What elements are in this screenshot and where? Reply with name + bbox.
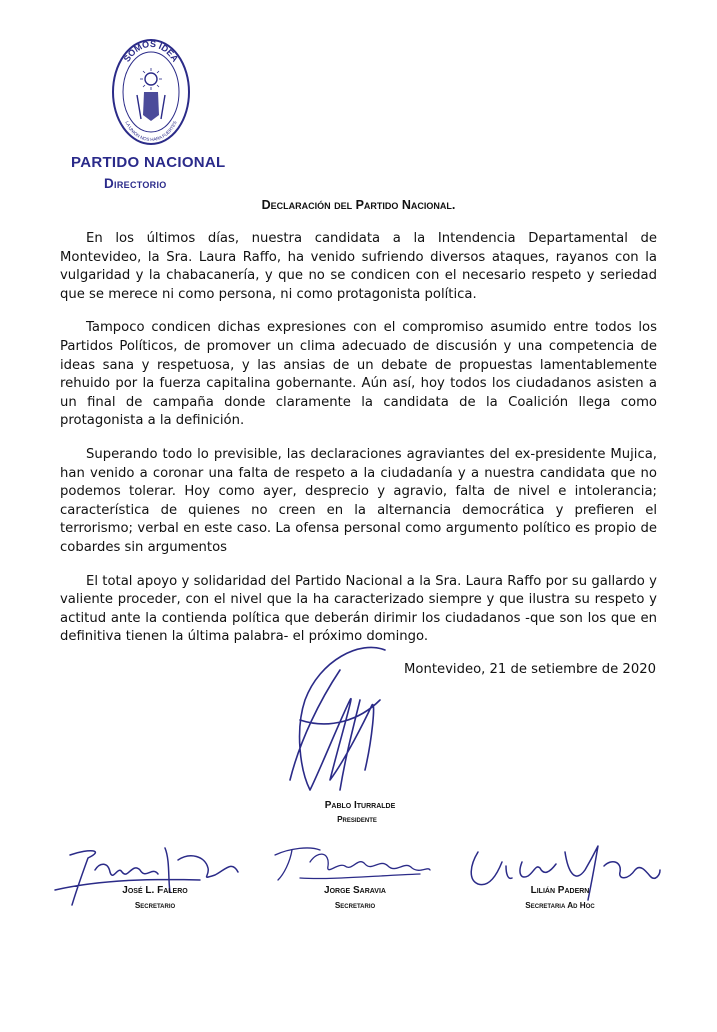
signatory-role-president: Presidente — [337, 815, 377, 824]
svg-text:SOMOS IDEA — [122, 39, 181, 64]
svg-text:LA UNION NOS HARA FUERTES — [124, 120, 177, 142]
paragraph-2: Tampoco condicen dichas expresiones con el compromiso asumido entre todos los Partidos Políticos, de promover un clima adecuado de discusión y una competencia de ideas sana y respetuosa, y las ansias de un debate de propuestas lamentablemente rehuido por la fuerza capitalina gobernante. Aún así, hoy todos los ciudadanos asisten a un final de campaña donde claramente la candidata de la Coalición llega como protagonista a la definición. — [60, 320, 657, 429]
falero-signature — [55, 848, 238, 905]
signatory-name-falero: José L. Falero — [122, 885, 188, 896]
signatory-role-falero: Secretario — [134, 901, 176, 910]
document-title: Declaración del Partido Nacional. — [261, 198, 456, 212]
saravia-signature — [275, 848, 430, 880]
paragraph-1: En los últimos días, nuestra candidata a la Intendencia Departamental de Montevideo, la Sra. Laura Raffo, ha venido sufriendo diversos ataques, rayanos con la vulgaridad y la chabacanería, y que no se condicen con el necesario respeto y seriedad que se merece ni como persona, ni como protagonista política. — [60, 231, 657, 302]
party-name: PARTIDO NACIONAL — [71, 154, 226, 171]
document-body — [60, 230, 657, 662]
paragraph-3: Superando todo lo previsible, las declaraciones agraviantes del ex-presidente Mujica, han venido a coronar una falta de respeto a la ciudadanía y a nuestra candidata que no podemos tolerar. Hoy como ayer, desprecio y agravio, falta de nivel e intolerancia; característica de quienes no creen en la alternancia democrática y prefieren el terrorismo; verbal en este caso. La ofensa personal como argumento político es propio de cobardes sin argumentos — [60, 446, 657, 555]
party-seal-logo — [111, 37, 191, 147]
signatory-name-saravia: Jorge Saravia — [324, 885, 386, 896]
date-line: Montevideo, 21 de setiembre de 2020 — [404, 662, 656, 677]
signatory-role-saravia: Secretario — [334, 901, 376, 910]
seal-top-text: SOMOS IDEA — [121, 38, 181, 64]
president-signature — [290, 647, 385, 790]
signatory-name-president: Pablo Iturralde — [324, 800, 396, 811]
signatory-name-padern: Lilián Padern — [530, 885, 590, 896]
party-directory-label: Directorio — [104, 176, 167, 191]
seal-bottom-text: LA UNION NOS HARA FUERTES — [124, 120, 178, 143]
signatory-role-padern: Secretaria Ad Hoc — [525, 901, 595, 910]
paragraph-4: El total apoyo y solidaridad del Partido Nacional a la Sra. Laura Raffo por su gallardo y valiente proceder, con el nivel que la ha caracterizado siempre y que ilustra su respeto y actitud ante la contienda política que deberán dirimir los ciudadanos -que son los que en definitiva tienen la última palabra- el próximo domingo. — [60, 573, 657, 645]
